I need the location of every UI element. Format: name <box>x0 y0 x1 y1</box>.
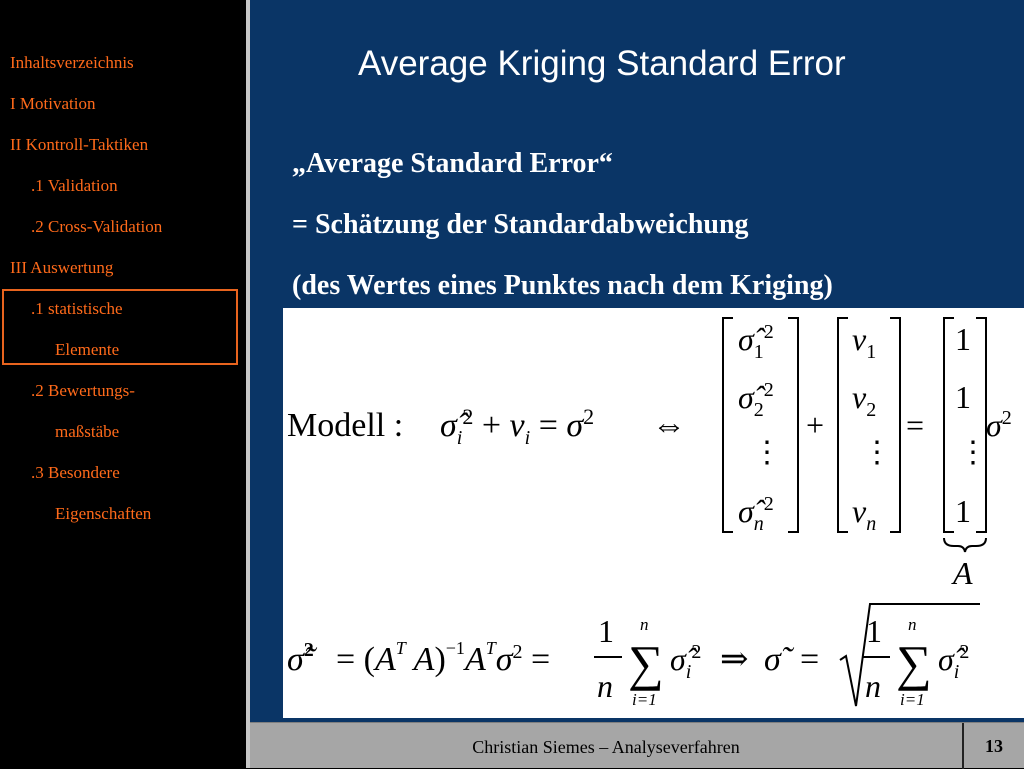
underbrace <box>944 538 986 552</box>
intro-line-2: = Schätzung der Standardabweichung <box>292 209 749 240</box>
plus-sign: + <box>806 407 825 443</box>
nav-item-motivation[interactable]: I Motivation <box>10 94 96 113</box>
equivalence-icon: ⇔ <box>652 407 686 444</box>
sigma-n: $\sigmâ_n^2$ <box>738 493 774 535</box>
sum-upper-2: n <box>908 615 917 634</box>
nav-item-besondere[interactable]: .3 Besondere <box>31 463 120 482</box>
sum-lower-2: i=1 <box>900 690 925 709</box>
nav-item-cross-validation[interactable]: .2 Cross-Validation <box>31 217 163 236</box>
nav-item-auswertung[interactable]: III Auswertung <box>10 258 114 277</box>
nav-item-massstaebe[interactable]: maßstäbe <box>55 422 120 441</box>
sum-icon-1: ∑ <box>628 635 664 691</box>
one-2: 1 <box>955 379 971 415</box>
nav-item-eigenschaften[interactable]: Eigenschaften <box>55 504 152 523</box>
sigma-hat-i-2: $\sigmâ_i^2$ <box>938 641 970 683</box>
sigma-tilde-squared: σ̃$^2$ <box>287 639 314 678</box>
model-label: Modell : <box>287 407 404 444</box>
implies-icon: ⇒ <box>720 641 749 678</box>
sigma-1: $\sigmâ_1^2$ <box>738 321 774 363</box>
fraction-denominator-1: n <box>597 668 613 704</box>
fraction-numerator-1: 1 <box>598 613 614 649</box>
sigma-tilde: σ̃ <box>764 641 781 678</box>
v-1: $v_1$ <box>852 321 877 363</box>
sum-icon-2: ∑ <box>896 635 932 691</box>
nav-item-inhaltsverzeichnis[interactable]: Inhaltsverzeichnis <box>10 53 134 72</box>
footer-author: Christian Siemes – Analyseverfahren <box>472 737 740 757</box>
sigma-squared: $\sigma^2$ <box>986 407 1012 443</box>
sigma-hat-i-1: $\sigmâ_i^2$ <box>670 641 702 683</box>
intro-line-3: (des Wertes eines Punktes nach dem Kriging) <box>292 270 833 301</box>
slide-title: Average Kriging Standard Error <box>358 44 846 83</box>
page-number: 13 <box>985 736 1003 756</box>
model-equation: $\sigmâ_i^2 + v_i = \sigma^2$ <box>440 404 595 449</box>
nav-item-statistische[interactable]: .1 statistische <box>31 299 123 318</box>
fraction-numerator-2: 1 <box>866 613 882 649</box>
sum-lower-1: i=1 <box>632 690 657 709</box>
equals-sign-2: = <box>800 641 820 678</box>
nav-item-kontroll-taktiken[interactable]: II Kontroll-Taktiken <box>10 135 149 154</box>
matrix-A-label: A <box>953 555 973 591</box>
v-n: $v_n$ <box>852 493 877 535</box>
vdots-2: ⋮ <box>862 436 892 469</box>
fraction-denominator-2: n <box>865 668 881 704</box>
sigma-2: $\sigmâ_2^2$ <box>738 379 774 421</box>
least-squares-expression: = ($A^T$ $A)^{-1}A^T\sigma^2$ = <box>336 638 551 678</box>
sum-upper-1: n <box>640 615 649 634</box>
nav-item-validation[interactable]: .1 Validation <box>31 176 118 195</box>
one-1: 1 <box>955 321 971 357</box>
equals-sign: = <box>906 407 925 443</box>
intro-line-1: „Average Standard Error“ <box>292 148 613 179</box>
vdots-1: ⋮ <box>752 436 782 469</box>
v-2: $v_2$ <box>852 379 877 421</box>
nav-item-bewertungs[interactable]: .2 Bewertungs- <box>31 381 135 400</box>
nav-item-elemente[interactable]: Elemente <box>55 340 120 359</box>
one-n: 1 <box>955 493 971 529</box>
vdots-3: ⋮ <box>958 436 988 469</box>
footer <box>250 722 1024 768</box>
